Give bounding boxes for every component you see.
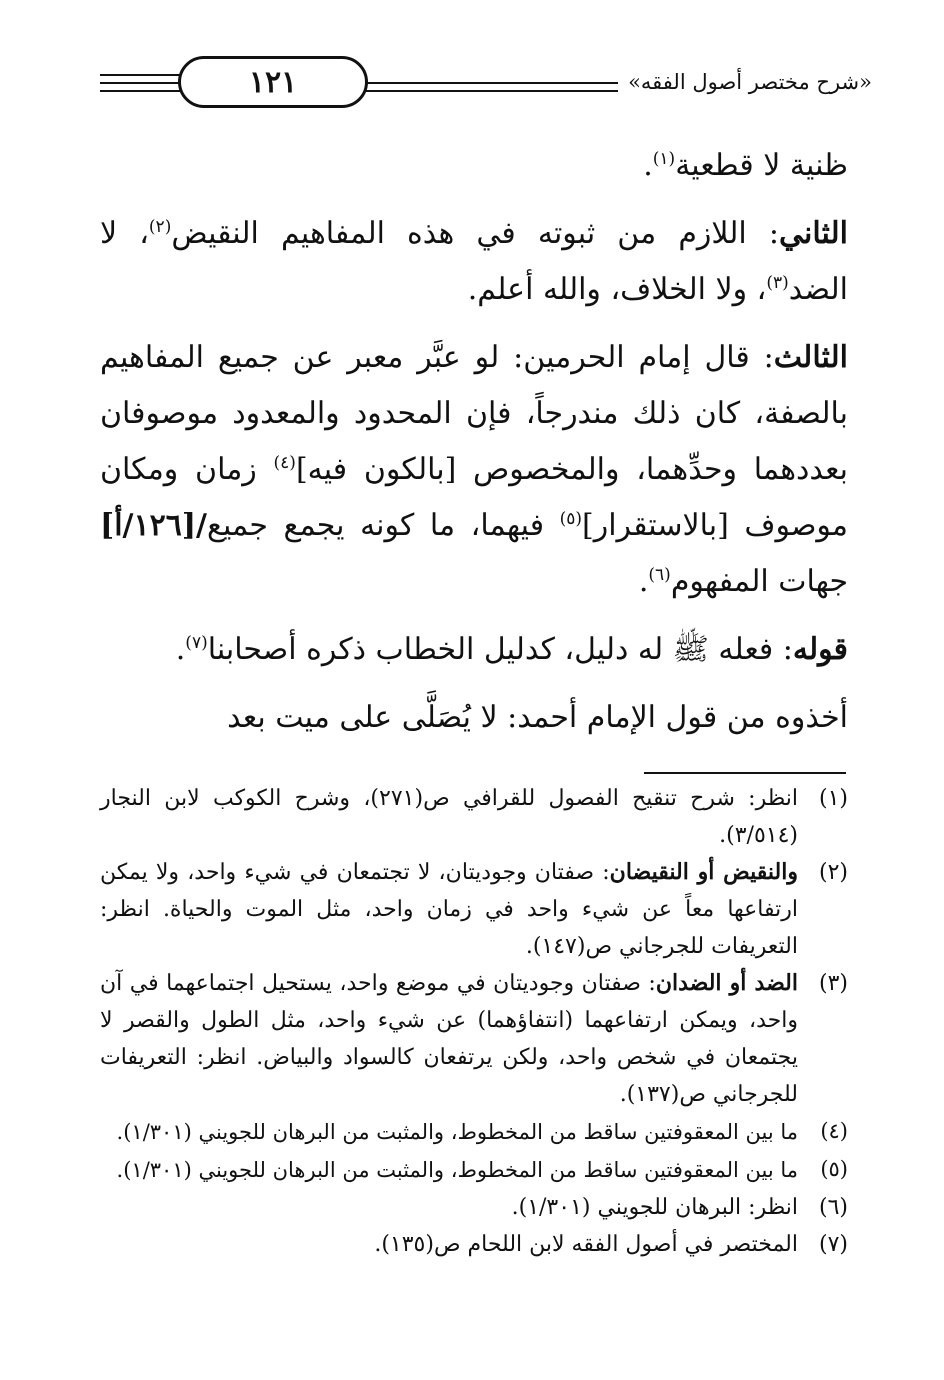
footnote-term: الضد أو الضدان <box>655 970 798 996</box>
page-number: ١٢١ <box>178 56 368 108</box>
footnote-body: ما بين المعقوفتين ساقط من المخطوط، والمثبت من البرهان للجويني (١/٣٠١). <box>116 1158 798 1182</box>
footnote-ref: (٣) <box>766 273 789 293</box>
footnote-number: (٢) <box>818 860 848 885</box>
footnote <box>100 780 848 854</box>
footnote-text <box>100 965 798 1113</box>
footnote <box>100 1189 848 1226</box>
paragraph-lead: الثالث <box>773 340 848 375</box>
text-run: : اللازم من ثبوته في هذه المفاهيم النقيض <box>171 216 779 251</box>
paragraph <box>100 622 848 678</box>
book-title: «شرح مختصر أصول الفقه» <box>618 70 872 94</box>
footnote-number: (٦) <box>818 1195 848 1220</box>
footnotes <box>100 780 848 1263</box>
page-header <box>100 52 880 122</box>
text-run: ظنية لا قطعية <box>675 148 848 183</box>
footnote-ref: (٥) <box>559 509 583 529</box>
footnote-text <box>100 1189 798 1226</box>
footnote-ref: (٦) <box>648 565 671 585</box>
paragraph-lead: الثاني <box>778 216 849 251</box>
paragraph <box>100 206 848 318</box>
header-line-right <box>362 90 632 92</box>
footnote-separator <box>644 772 846 774</box>
footnote-number: (٧) <box>818 1232 848 1257</box>
footnote-text <box>100 1113 798 1151</box>
text-run: جهات المفهوم <box>670 564 848 599</box>
footnote-ref: (٢) <box>148 217 172 237</box>
footnote <box>100 1113 848 1151</box>
footnote-body: : صفتان وجوديتان في موضع واحد، يستحيل اجتماعهما في آن واحد، ويمكن ارتفاعهما (انتفاؤهما) عن شيء واحد، مثل الطول والقصر لا يجتمعان في شخص واحد، ولكن يرتفعان كالسواد والبياض. انظر: التعريفات للجرجاني ص(١٣٧). <box>100 971 798 1107</box>
paragraph-lead: قوله <box>792 632 848 667</box>
footnote-number: (١) <box>818 786 848 811</box>
text-run: أخذوه من قول الإمام أحمد: لا يُصَلَّى على ميت بعد <box>227 700 848 735</box>
footnote <box>100 1151 848 1189</box>
footnote-number: (٥) <box>820 1157 848 1181</box>
footnote-body: المختصر في أصول الفقه لابن اللحام ص(١٣٥). <box>374 1232 798 1257</box>
footnote-body: انظر: البرهان للجويني (١/٣٠١). <box>511 1195 798 1220</box>
text-run: . <box>175 632 186 667</box>
footnote-number: (٣) <box>818 971 848 996</box>
footnote-ref: (٧) <box>185 633 208 653</box>
paragraph <box>100 138 848 194</box>
paragraph <box>100 690 848 746</box>
footnote <box>100 965 848 1113</box>
footnote-ref: (١) <box>652 149 676 169</box>
text-run: ، لا الضد <box>100 216 848 307</box>
text-run: . <box>638 564 649 599</box>
footnote-body: انظر: شرح تنقيح الفصول للقرافي ص(٢٧١)، وشرح الكوكب لابن النجار (٣/٥١٤). <box>100 786 799 848</box>
footnote-text <box>100 854 798 965</box>
manuscript-folio-marker: /[١٢٦/أ] <box>100 508 207 543</box>
text-run: ، ولا الخلاف، والله أعلم. <box>467 272 767 307</box>
text-run: فيهما، ما كونه يجمع جميع <box>207 508 560 543</box>
text-run: : قال إمام الحرمين: لو عبَّر معبر عن جميع المفاهيم بالصفة، كان ذلك مندرجاً، فإن المحدود والمعدود موصوفان بعددهما وحدِّهما، والمخصوص [بالكون فيه] <box>100 340 848 487</box>
text-run: : فعله ﷺ له دليل، كدليل الخطاب ذكره أصحابنا <box>207 632 793 667</box>
footnote-body: : صفتان وجوديتان، لا تجتمعان في شيء واحد، ولا يمكن ارتفاعها معاً عن شيء واحد في زمان واحد، مثل الموت والحياة. انظر: التعريفات للجرجاني ص(١٤٧). <box>100 860 798 959</box>
footnote-text <box>100 780 798 854</box>
header-line-right <box>362 82 632 84</box>
header-line-left <box>100 74 184 76</box>
footnote <box>100 854 848 965</box>
footnote-text <box>100 1226 798 1263</box>
paragraph <box>100 330 848 610</box>
main-text <box>100 138 848 758</box>
footnote <box>100 1226 848 1263</box>
header-line-left <box>100 90 184 92</box>
text-run: زمان ومكان موصوف [بالاستقرار] <box>100 452 848 543</box>
footnote-term: والنقيض أو النقيضان <box>609 859 798 885</box>
footnote-text <box>100 1151 798 1189</box>
footnote-ref: (٤) <box>273 453 296 473</box>
footnote-number: (٤) <box>820 1119 848 1143</box>
text-run: . <box>643 148 653 183</box>
header-line-left <box>100 82 184 84</box>
footnote-body: ما بين المعقوفتين ساقط من المخطوط، والمثبت من البرهان للجويني (١/٣٠١). <box>116 1120 798 1144</box>
